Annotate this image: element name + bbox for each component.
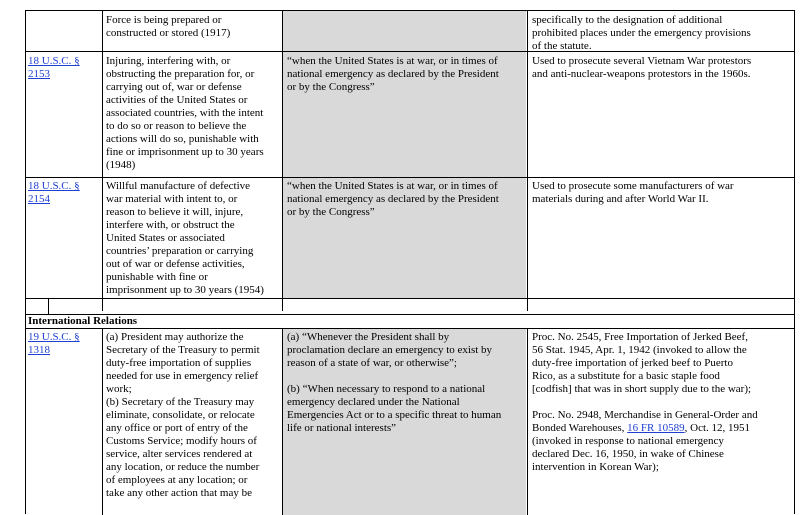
trigger-text: “when the United States is at war, or in times of national emergency as declared by the President or by the Congress” <box>287 180 499 218</box>
usage-text-a: Proc. No. 2545, Free Importation of Jerked Beef, 56 Stat. 1945, Apr. 1, 1942 (invoked to allow the duty-free importation of jerked beef to Puerto Rico, as a substitute for a basic staple food [codfish] that was in short supply due to the war); <box>532 331 752 395</box>
column-rule <box>527 328 528 515</box>
citation-cell <box>28 180 100 206</box>
provision-text: Willful manufacture of defective war material with intent to, or reason to believe it will, injure, interfere with, or obstruct the United States or associated countries’ preparation or carrying out of war or defense activities, punishable with fine or imprisonment up to 30 years (1954) <box>106 180 264 296</box>
citation-link-2153[interactable]: 18 U.S.C. § 2153 <box>28 55 80 80</box>
provision-text: Force is being prepared or constructed or stored (1917) <box>106 14 231 39</box>
column-rule <box>527 11 528 311</box>
trigger-text-a: (a) “Whenever the President shall by proclamation declare an emergency to exist by reason of a state of war, or otherwise”; <box>287 331 493 369</box>
section-heading: International Relations <box>28 315 138 327</box>
column-rule <box>48 298 49 315</box>
usage-text: Used to prosecute some manufacturers of war materials during and after World War II. <box>532 180 734 205</box>
row-rule <box>26 328 794 329</box>
row-rule <box>26 177 794 178</box>
citation-link-2154[interactable]: 18 U.S.C. § 2154 <box>28 180 80 205</box>
citation-link-1318[interactable]: 19 U.S.C. § 1318 <box>28 331 80 356</box>
column-rule <box>282 11 283 311</box>
trigger-text-b: (b) “When necessary to respond to a national emergency declared under the National Emergencies Act or to a specific threat to human life or national interests” <box>287 383 502 434</box>
citation-cell <box>28 331 100 357</box>
provision-text: Injuring, interfering with, or obstructing the preparation for, or carrying out of, war or defense activities of the United States or associated countries, with the intent to do so or reason to believe the actions will do so, punishable with fine or imprisonment up to 30 years (1948) <box>106 55 264 171</box>
usage-text: specifically to the designation of additional prohibited places under the emergency provisions of the statute. <box>532 14 751 52</box>
column-rule <box>102 328 103 515</box>
row-rule <box>26 298 794 299</box>
usage-text: Used to prosecute several Vietnam War protestors and anti-nuclear-weapons protestors in the 1960s. <box>532 55 752 80</box>
emergency-statutes-table <box>25 10 795 514</box>
federal-register-link[interactable]: 16 FR 10589 <box>627 422 685 434</box>
trigger-text: “when the United States is at war, or in times of national emergency as declared by the President or by the Congress” <box>287 55 499 93</box>
provision-text: (a) President may authorize the Secretary of the Treasury to permit duty-free importation of supplies needed for use in emergency relief work; (b) Secretary of the Treasury may eliminate, consolidate, or relocate any office or port of entry of the Customs Service; modify hours of service, alter services rendered at any location, or reduce the number of employees at any location; or take any other action that may be <box>106 331 260 499</box>
citation-cell <box>28 55 100 81</box>
column-rule <box>102 11 103 311</box>
usage-text-b: Proc. No. 2948, Merchandise in General-Order and Bonded Warehouses, 16 FR 10589, Oct. 12, 1951 (invoked in response to national emergency declared Dec. 16, 1950, in wake of Chinese intervention in Korean War); <box>532 409 758 473</box>
column-rule <box>282 328 283 515</box>
